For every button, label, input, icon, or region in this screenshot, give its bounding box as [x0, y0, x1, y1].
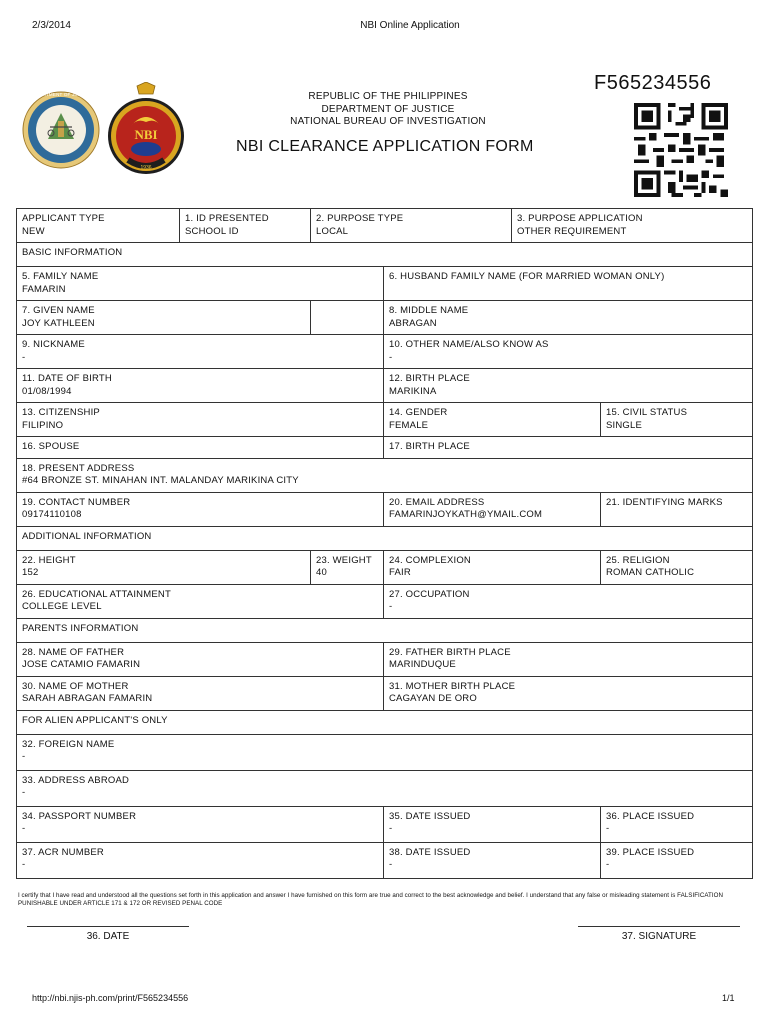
cell-gender: 14. GENDER FEMALE	[384, 403, 601, 437]
section-alien-applicants: FOR ALIEN APPLICANT'S ONLY	[17, 710, 753, 734]
cell-weight: 23. WEIGHT 40	[311, 550, 384, 584]
print-title: NBI Online Application	[360, 20, 460, 31]
cell-purpose-type: 2. PURPOSE TYPE LOCAL	[311, 209, 512, 243]
header-department: DEPARTMENT OF JUSTICE	[321, 103, 455, 115]
nbi-seal-year: 1936	[140, 165, 152, 171]
date-signature-line	[27, 926, 189, 927]
date-label: 36. DATE	[86, 931, 130, 942]
cell-contact-number: 19. CONTACT NUMBER 09174110108	[17, 492, 384, 526]
cell-given-name: 7. GIVEN NAME JOY KATHLEEN	[17, 301, 311, 335]
cell-empty	[311, 301, 384, 335]
row-application-type	[17, 209, 753, 243]
cell-middle-name: 8. MIDDLE NAME ABRAGAN	[384, 301, 753, 335]
cell-family-name: 5. FAMILY NAME FAMARIN	[17, 267, 384, 301]
signature-label: 37. SIGNATURE	[621, 931, 697, 942]
cell-father-birth-place: 29. FATHER BIRTH PLACE MARINDUQUE	[384, 642, 753, 676]
cell-educational-attainment: 26. EDUCATIONAL ATTAINMENT COLLEGE LEVEL	[17, 584, 384, 618]
cell-foreign-name: 32. FOREIGN NAME -	[17, 734, 753, 770]
cell-height: 22. HEIGHT 152	[17, 550, 311, 584]
cell-purpose-application: 3. PURPOSE APPLICATION OTHER REQUIREMENT	[512, 209, 753, 243]
cell-applicant-type: APPLICANT TYPE NEW	[17, 209, 180, 243]
section-additional-information: ADDITIONAL INFORMATION	[17, 526, 753, 550]
doj-seal-text: DEPARTMENT OF JUSTICE	[29, 92, 93, 97]
cell-complexion: 24. COMPLEXION FAIR	[384, 550, 601, 584]
application-form-table	[16, 208, 753, 879]
control-number: F565234556	[594, 72, 712, 94]
cell-passport-place-issued: 36. PLACE ISSUED -	[601, 806, 753, 842]
cell-acr-number: 37. ACR NUMBER -	[17, 842, 384, 878]
cell-birth-place: 12. BIRTH PLACE MARIKINA	[384, 369, 753, 403]
cell-citizenship: 13. CITIZENSHIP FILIPINO	[17, 403, 384, 437]
header-bureau: NATIONAL BUREAU OF INVESTIGATION	[290, 116, 486, 127]
cell-religion: 25. RELIGION ROMAN CATHOLIC	[601, 550, 753, 584]
cell-other-name: 10. OTHER NAME/ALSO KNOW AS -	[384, 335, 753, 369]
signature-line	[578, 926, 740, 927]
cell-spouse: 16. SPOUSE	[17, 437, 384, 459]
cell-mother-name: 30. NAME OF MOTHER SARAH ABRAGAN FAMARIN	[17, 676, 384, 710]
doj-seal-logo	[22, 91, 100, 169]
section-parents-information: PARENTS INFORMATION	[17, 618, 753, 642]
page-number: 1/1	[722, 993, 735, 1003]
cell-mother-birth-place: 31. MOTHER BIRTH PLACE CAGAYAN DE ORO	[384, 676, 753, 710]
nbi-seal-text: NBI	[134, 127, 158, 142]
cell-acr-date-issued: 38. DATE ISSUED -	[384, 842, 601, 878]
form-title: NBI CLEARANCE APPLICATION FORM	[236, 138, 534, 155]
cell-acr-place-issued: 39. PLACE ISSUED -	[601, 842, 753, 878]
cell-passport-date-issued: 35. DATE ISSUED -	[384, 806, 601, 842]
cell-father-name: 28. NAME OF FATHER JOSE CATAMIO FAMARIN	[17, 642, 384, 676]
cell-email-address: 20. EMAIL ADDRESS FAMARINJOYKATH@YMAIL.COM	[384, 492, 601, 526]
print-date: 2/3/2014	[32, 20, 71, 31]
cell-address-abroad: 33. ADDRESS ABROAD -	[17, 770, 753, 806]
section-basic-information: BASIC INFORMATION	[17, 243, 753, 267]
cell-civil-status: 15. CIVIL STATUS SINGLE	[601, 403, 753, 437]
cell-date-of-birth: 11. DATE OF BIRTH 01/08/1994	[17, 369, 384, 403]
print-url: http://nbi.njis-ph.com/print/F565234556	[32, 993, 189, 1003]
cell-husband-family-name: 6. HUSBAND FAMILY NAME (FOR MARRIED WOMAN ONLY)	[384, 267, 753, 301]
cell-identifying-marks: 21. IDENTIFYING MARKS	[601, 492, 753, 526]
cell-nickname: 9. NICKNAME -	[17, 335, 384, 369]
qr-code-icon	[634, 103, 728, 197]
cell-passport-number: 34. PASSPORT NUMBER -	[17, 806, 384, 842]
cell-occupation: 27. OCCUPATION -	[384, 584, 753, 618]
cell-spouse-birth-place: 17. BIRTH PLACE	[384, 437, 753, 459]
certification-statement: I certify that I have read and understood all the questions set forth in this application and answer I have furnished on this form are true and correct to the best acknowledge and belief. I understand that any false or misleading statement is FALSIFICATION PUNISHABLE UNDER ARTICLE 171 & 172 OR REVISED PENAL CODE	[18, 892, 724, 907]
cell-present-address: 18. PRESENT ADDRESS #64 BRONZE ST. MINAHAN INT. MALANDAY MARIKINA CITY	[17, 458, 753, 492]
cell-id-presented: 1. ID PRESENTED SCHOOL ID	[180, 209, 311, 243]
header-republic: REPUBLIC OF THE PHILIPPINES	[308, 91, 468, 102]
